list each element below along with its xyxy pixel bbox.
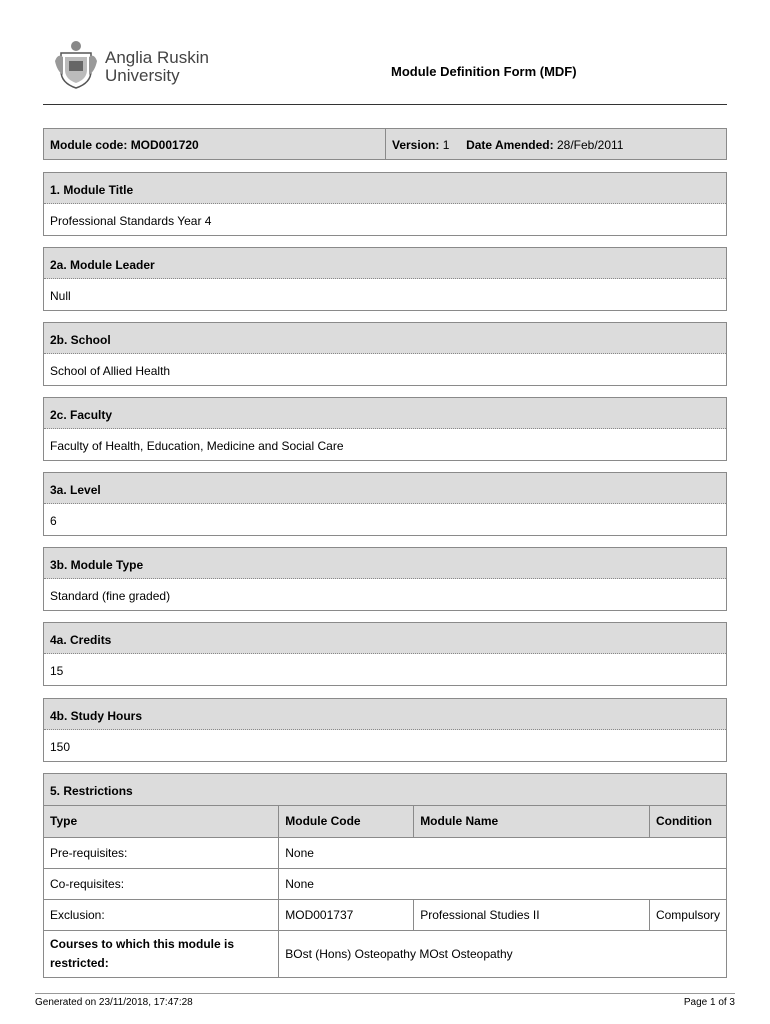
section-value: Standard (fine graded) xyxy=(50,589,171,603)
section-credits xyxy=(43,622,727,686)
module-code-cell xyxy=(44,129,386,159)
date-amended-label: Date Amended: xyxy=(466,138,554,152)
section-value: School of Allied Health xyxy=(50,364,171,378)
section-heading: 3b. Module Type xyxy=(44,548,726,579)
logo-line-1: Anglia Ruskin xyxy=(105,48,209,67)
crest-icon xyxy=(55,39,97,89)
restrictions-table xyxy=(44,806,726,977)
section-value: Professional Standards Year 4 xyxy=(50,214,212,228)
courses-label-cell: Courses to which this module is restricted: xyxy=(44,930,279,977)
university-logo xyxy=(55,39,215,91)
code-cell: None xyxy=(279,837,726,868)
section-module-title xyxy=(43,172,727,236)
section-heading: 4b. Study Hours xyxy=(44,699,726,730)
table-row xyxy=(44,837,726,868)
section-heading: 4a. Credits xyxy=(44,623,726,654)
courses-value-cell: BOst (Hons) Osteopathy MOst Osteopathy xyxy=(279,930,726,977)
section-value: 6 xyxy=(50,514,57,528)
date-amended-value: 28/Feb/2011 xyxy=(556,138,624,152)
version-label: Version: xyxy=(392,138,440,152)
column-header: Module Name xyxy=(414,806,650,837)
section-heading: 2b. School xyxy=(44,323,726,354)
version-value: 1 xyxy=(442,138,450,152)
section-value: 150 xyxy=(50,740,71,754)
section-heading: 3a. Level xyxy=(44,473,726,504)
table-row xyxy=(44,899,726,930)
section-heading: 1. Module Title xyxy=(44,173,726,204)
condition-cell: Compulsory xyxy=(649,899,726,930)
section-value: 15 xyxy=(50,664,64,678)
document-title: Module Definition Form (MDF) xyxy=(391,64,577,79)
table-row xyxy=(44,930,726,977)
section-school xyxy=(43,322,727,386)
name-cell: Professional Studies II xyxy=(414,899,650,930)
logo-wordmark xyxy=(105,49,209,85)
page-footer xyxy=(35,993,735,1008)
section-study-hours xyxy=(43,698,727,762)
generated-timestamp: Generated on 23/11/2018, 17:47:28 xyxy=(35,997,193,1008)
section-module-leader xyxy=(43,247,727,311)
section-value: Faculty of Health, Education, Medicine and Social Care xyxy=(50,439,344,453)
type-cell: Co-requisites: xyxy=(44,868,279,899)
section-faculty xyxy=(43,397,727,461)
column-header: Module Code xyxy=(279,806,414,837)
page-number: Page 1 of 3 xyxy=(683,997,735,1008)
section-heading: 5. Restrictions xyxy=(44,774,726,806)
column-header: Condition xyxy=(649,806,726,837)
table-header-row xyxy=(44,806,726,837)
section-module-type xyxy=(43,547,727,611)
section-heading: 2c. Faculty xyxy=(44,398,726,429)
version-date-cell xyxy=(386,129,726,159)
page-header xyxy=(43,35,727,105)
code-cell: MOD001737 xyxy=(279,899,414,930)
logo-line-2: University xyxy=(105,66,180,85)
section-value: Null xyxy=(50,289,71,303)
table-row xyxy=(44,868,726,899)
module-meta-row xyxy=(43,128,727,160)
column-header: Type xyxy=(44,806,279,837)
module-code-value: MOD001720 xyxy=(130,138,199,152)
section-level xyxy=(43,472,727,536)
type-cell: Exclusion: xyxy=(44,899,279,930)
code-cell: None xyxy=(279,868,726,899)
module-code-label: Module code: xyxy=(50,138,128,152)
section-restrictions xyxy=(43,773,727,978)
section-heading: 2a. Module Leader xyxy=(44,248,726,279)
type-cell: Pre-requisites: xyxy=(44,837,279,868)
